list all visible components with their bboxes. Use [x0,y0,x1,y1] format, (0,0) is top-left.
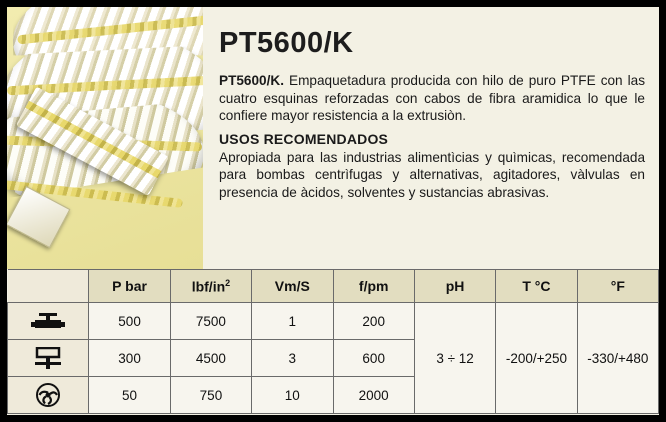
piston-pump-icon [33,347,63,369]
product-description-text: Empaquetadura producida con hilo de puro PTFE con las cuatro esquinas reforzadas con cabos de fibra aramidica lo que le confiere mayor resistencia a la extrusiòn. [219,73,645,123]
table-row [8,303,659,340]
valve-icon-cell [8,303,89,340]
header-ph: pH [414,270,495,303]
cell-lbf-in2: 7500 [170,303,251,340]
header-lbf-in2-label: lbf/in [191,278,226,295]
header-vm-s: Vm/S [252,270,333,303]
product-text-column [203,7,659,269]
specs-table-body [8,303,659,414]
cell-lbf-in2: 4500 [170,340,251,377]
specs-table-wrapper [7,269,659,415]
cell-p-bar: 300 [89,340,170,377]
specs-table-head [8,270,659,303]
cell-f-pm: 600 [333,340,414,377]
cell-vm-s: 10 [252,377,333,414]
cell-vm-s: 3 [252,340,333,377]
product-code-bold: PT5600/K. [219,73,284,88]
header-temperature-f: °F [577,270,658,303]
header-f-pm: f/pm [333,270,414,303]
piston-pump-icon-cell [8,340,89,377]
header-lbf-in2 [170,270,251,303]
cell-p-bar: 500 [89,303,170,340]
cell-temperature-f: -330/+480 [577,303,658,414]
cell-f-pm: 200 [333,303,414,340]
usage-heading: USOS RECOMENDADOS [219,130,389,147]
header-temperature-c: T °C [496,270,577,303]
cell-p-bar: 50 [89,377,170,414]
cell-f-pm: 2000 [333,377,414,414]
cell-lbf-in2: 750 [170,377,251,414]
header-lbf-in2-superscript: 2 [225,277,231,288]
valve-icon [31,311,65,331]
cell-temperature-c: -200/+250 [496,303,577,414]
header-icon-column [8,270,89,303]
cell-ph: 3 ÷ 12 [414,303,495,414]
centrifugal-pump-icon [36,383,60,407]
specs-table [7,269,659,414]
header-p-bar: P bar [89,270,170,303]
top-section [7,7,659,269]
table-header-row [8,270,659,303]
product-description [219,72,645,125]
product-photo [7,7,203,269]
page-title: PT5600/K [219,27,354,59]
usage-text: Apropiada para las industrias alimentìcias y quìmicas, recomendada para bombas centrìfugas y alternativas, agitadores, vàlvulas en presencia de àcidos, solventes y sustancias abrasivas. [219,149,645,200]
cell-vm-s: 1 [252,303,333,340]
page-inner [7,7,659,415]
centrifugal-pump-icon-cell [8,377,89,414]
